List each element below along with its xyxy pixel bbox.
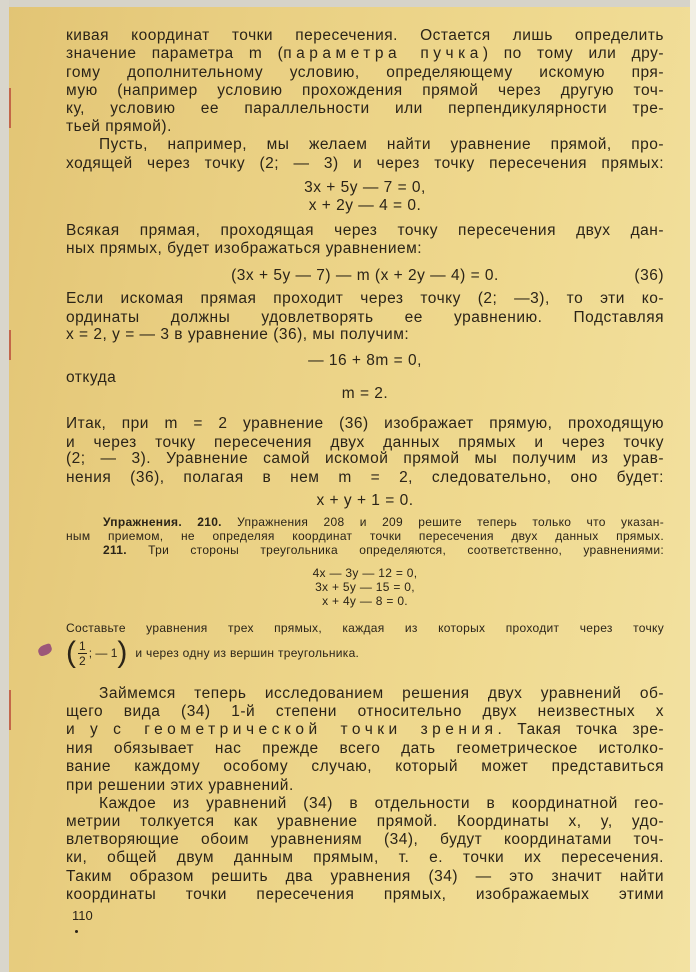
- right-paren: ): [117, 636, 128, 669]
- text-segment: Упражнения 208 и 209 решите теперь только что указан-: [221, 515, 665, 529]
- scan-border-top: [0, 0, 696, 7]
- text-line: ходящей через точку (2; — 3) и через точку пересечения прямых:: [66, 155, 664, 172]
- text-line: [103, 515, 664, 529]
- text-line: Каждое из уравнений (34) в отдельности в координатной гео-: [99, 795, 664, 812]
- page-stain: [9, 330, 11, 360]
- spaced-emphasis: с геометрической точки зрения: [113, 721, 498, 738]
- equation-line: m = 2.: [341, 385, 389, 402]
- text-line: [66, 44, 664, 63]
- exercise-point-line: [66, 636, 359, 670]
- fraction: [78, 639, 87, 668]
- equation-line: 3x + 5y — 15 = 0,: [315, 580, 415, 594]
- equation-number: (36): [634, 267, 664, 284]
- text-line: откуда: [66, 369, 117, 386]
- text-line: щего вида (34) 1-й степени относительно двух неизвестных x: [66, 703, 664, 720]
- text-line: [103, 543, 664, 557]
- text-line: Займемся теперь исследованием решения двух уравнений об-: [99, 685, 664, 702]
- text-line: Пусть, например, мы желаем найти уравнение прямой, про-: [99, 136, 664, 153]
- text-line: ку, условию ее параллельности или перпендикулярности тре-: [66, 100, 664, 117]
- text-line: влетворяющие обоим уравнениям (34), будут координатами точ-: [66, 831, 664, 848]
- text-line: вание каждому особому случаю, который может представиться: [66, 758, 664, 775]
- point-coordinate: ; — 1: [88, 646, 118, 660]
- scan-border-left: [0, 0, 9, 972]
- text-line: Таким образом решить два уравнения (34) — это значит найти: [66, 868, 664, 885]
- text-line: и через точку пересечения двух данных прямых и через точку: [66, 434, 664, 451]
- fraction-numerator: 1: [79, 638, 86, 653]
- text-line: мую (например условию прохождения прямой через другую точ-: [66, 82, 664, 99]
- text-line: при решении этих уравнений.: [66, 777, 294, 794]
- page-number: 110: [72, 908, 93, 923]
- ink-dot: [75, 930, 78, 933]
- text-segment: (3x + 5y — 7) — m (x + 2y — 4) = 0.: [231, 267, 499, 284]
- page-stain: [9, 690, 11, 730]
- scan-border-right: [690, 0, 696, 972]
- text-line: метрии толкуется как уравнение прямой. Координаты x, y, удо-: [66, 813, 664, 830]
- text-line: (2; — 3). Уравнение самой искомой прямой мы получим из урав-: [66, 450, 664, 467]
- text-segment: значение параметра m (: [66, 45, 284, 62]
- equation-line: — 16 + 8m = 0,: [308, 352, 422, 369]
- equation-line: [66, 266, 664, 285]
- text-line: гому дополнительному условию, определяющему искомую пря-: [66, 64, 664, 81]
- text-segment: . Такая точка зре-: [497, 721, 664, 738]
- text-segment: Три стороны треугольника определяются, соответственно, уравнениями:: [126, 543, 664, 557]
- equation-line: x + 2y — 4 = 0.: [308, 197, 422, 214]
- left-paren: (: [66, 636, 76, 669]
- text-line: координаты точки пересечения прямых, изображаемых этими: [66, 886, 664, 903]
- text-line: ных прямых, будет изображаться уравнением:: [66, 240, 423, 257]
- text-line: Всякая прямая, проходящая через точку пересечения двух дан-: [66, 222, 664, 239]
- equation-line: x + 4y — 8 = 0.: [322, 594, 408, 608]
- equation-line: 4x — 3y — 12 = 0,: [312, 566, 418, 580]
- ink-check-mark: [37, 643, 54, 657]
- text-line: кивая координат точки пересечения. Остается лишь определить: [66, 27, 664, 44]
- text-line: ным приемом, не определяя координат точки пересечения двух данных прямых.: [66, 529, 664, 543]
- text-line: x = 2, y = — 3 в уравнение (36), мы получим:: [66, 326, 410, 343]
- text-line: нения (36), полагая в нем m = 2, следовательно, оно будет:: [66, 469, 664, 486]
- spaced-emphasis: параметра пучка: [283, 45, 483, 62]
- exercise-number: Упражнения. 210.: [103, 515, 222, 529]
- text-line: ординаты должны удовлетворять ее уравнению. Подставляя: [66, 309, 664, 326]
- text-segment: ) по тому или дру-: [482, 45, 664, 62]
- text-line: ки, общей двум данным прямым, т. е. точки их пересечения.: [66, 849, 664, 866]
- exercise-text: и через одну из вершин треугольника.: [135, 646, 360, 660]
- fraction-denominator: 2: [79, 653, 86, 668]
- exercise-number: 211.: [103, 543, 127, 557]
- page-stain: [9, 88, 11, 128]
- text-line: Составьте уравнения трех прямых, каждая из которых проходит через точку: [66, 621, 664, 635]
- text-line: [66, 720, 664, 739]
- text-line: Итак, при m = 2 уравнение (36) изображает прямую, проходящую: [66, 415, 664, 432]
- text-segment: и y: [66, 721, 114, 738]
- text-line: Если искомая прямая проходит через точку (2; —3), то эти ко-: [66, 290, 664, 307]
- text-line: тьей прямой).: [66, 118, 172, 135]
- equation-line: x + y + 1 = 0.: [316, 492, 414, 509]
- equation-line: 3x + 5y — 7 = 0,: [304, 179, 426, 196]
- text-line: ния обязывает нас прежде всего дать геометрическое истолко-: [66, 740, 664, 757]
